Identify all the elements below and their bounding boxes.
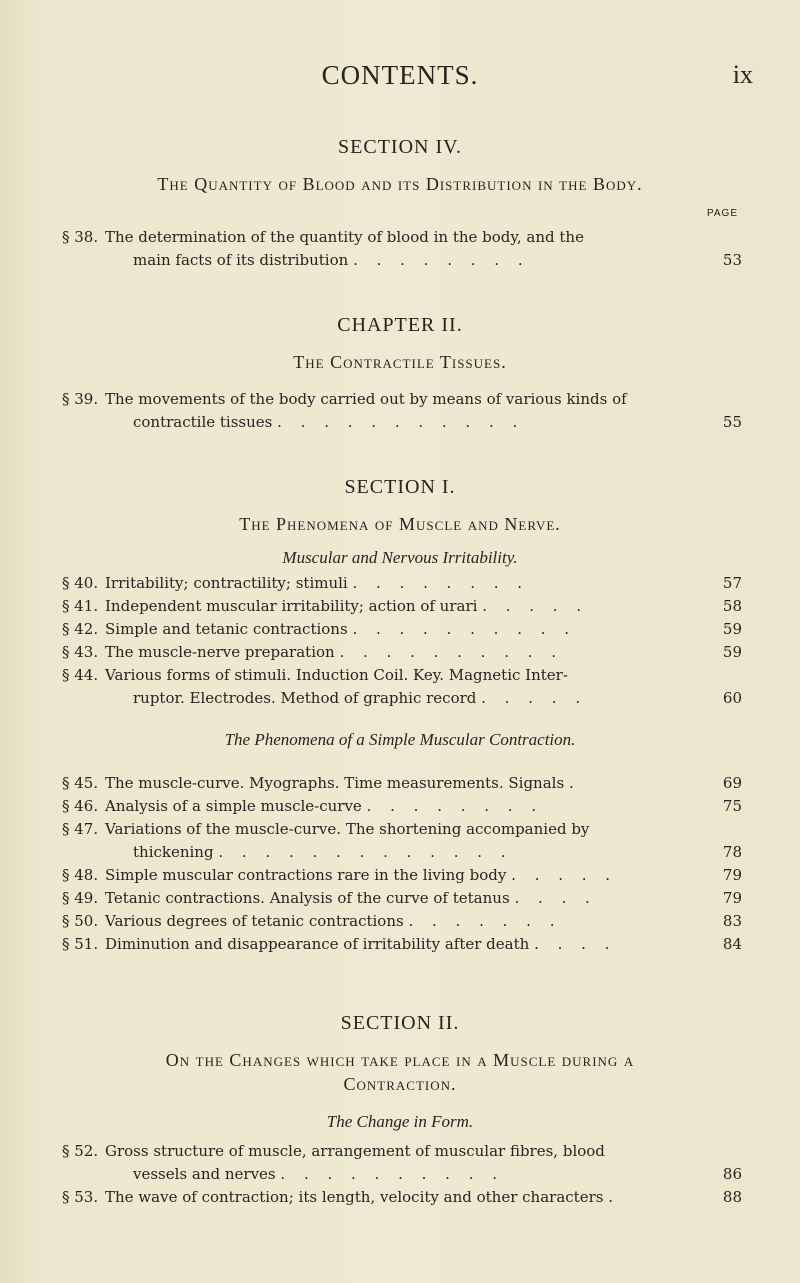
leader-dots: . . . . . [482, 597, 589, 615]
leader-dots: . . . . . . . . . . [352, 620, 577, 638]
entry-text: Various degrees of tetanic contractions [105, 912, 404, 930]
entry-number: § 38. [62, 228, 99, 246]
entry-page: 86 [722, 1164, 742, 1183]
leader-dots: . . . . . [481, 688, 588, 707]
leader-dots: . . . . . . . . . . [280, 1164, 504, 1183]
section-i-heading-block [0, 476, 800, 570]
entry-number: § 43. [62, 643, 99, 661]
leader-dots: . . . . . [511, 866, 618, 884]
section-heading: SECTION II. [340, 1012, 460, 1034]
entry-page: 84 [722, 935, 742, 953]
entry-page: 57 [722, 574, 742, 592]
entry-page: 88 [722, 1188, 742, 1206]
entry-page: 59 [722, 620, 742, 638]
section-iv-heading-block [0, 136, 800, 196]
chapter-subtitle: The Contractile Tissues. [293, 352, 507, 372]
entry-text: The wave of contraction; its length, velocity and other characters [105, 1188, 604, 1206]
entry-number: § 44. [62, 666, 99, 684]
entry-text: Gross structure of muscle, arrangement of muscular fibres, blood [105, 1142, 605, 1160]
entry-text: Various forms of stimuli. Induction Coil. Key. Magnetic Inter- [105, 666, 568, 684]
subsection-title: The Phenomena of a Simple Muscular Contraction. [224, 730, 576, 749]
leader-dots: . . . . [514, 889, 597, 907]
entry-number: § 40. [62, 574, 99, 592]
entry-text: Diminution and disappearance of irritability after death [105, 935, 530, 953]
entry-text: The movements of the body carried out by means of various kinds of [105, 390, 627, 408]
entry-text-cont: thickening [133, 842, 214, 861]
running-header [0, 60, 800, 100]
entry-number: § 49. [62, 889, 99, 907]
leader-dots: . [608, 1188, 620, 1206]
entry-page: 53 [722, 250, 742, 269]
section-subtitle-cont: Contraction. [343, 1074, 457, 1094]
entry-number: § 53. [62, 1188, 99, 1206]
leader-dots: . [568, 774, 581, 792]
page-column-heading: PAGE [706, 208, 738, 219]
chapter-ii-heading-block [0, 314, 800, 374]
entry-page: 59 [722, 643, 742, 661]
entry-number: § 48. [62, 866, 99, 884]
subsection-title: Muscular and Nervous Irritability. [282, 548, 518, 567]
leader-dots: . . . . . . . . . . [339, 643, 564, 661]
entry-text: Variations of the muscle-curve. The shortening accompanied by [105, 820, 590, 838]
entry-text-cont: vessels and nerves [133, 1164, 276, 1183]
entry-page: 55 [722, 412, 742, 431]
section-ii-heading-block [0, 1012, 800, 1134]
entry-number: § 51. [62, 935, 99, 953]
entry-number: § 41. [62, 597, 99, 615]
entry-page: 79 [722, 889, 742, 907]
entry-text-cont: ruptor. Electrodes. Method of graphic record [133, 688, 477, 707]
entry-number: § 46. [62, 797, 99, 815]
leader-dots: . . . . . . . . [353, 250, 530, 269]
leader-dots: . . . . . . . . [366, 797, 544, 815]
entry-number: § 50. [62, 912, 99, 930]
entry-page: 60 [722, 688, 742, 707]
entry-text-cont: main facts of its distribution [133, 250, 349, 269]
entry-text: Simple muscular contractions rare in the living body [105, 866, 507, 884]
entry-text: Simple and tetanic contractions [105, 620, 348, 638]
subsection-title: The Change in Form. [326, 1112, 474, 1131]
entry-page: 79 [722, 866, 742, 884]
header-page-number: ix [732, 60, 753, 89]
entry-number: § 45. [62, 774, 99, 792]
entry-number: § 42. [62, 620, 99, 638]
section-subtitle: On the Changes which take place in a Muscle during a [165, 1050, 635, 1070]
entry-text: The muscle-curve. Myographs. Time measurements. Signals [105, 774, 565, 792]
subsection-heading-block [0, 728, 800, 752]
chapter-heading: CHAPTER II. [337, 314, 463, 336]
entry-page: 83 [722, 912, 742, 930]
entry-page: 69 [722, 774, 742, 792]
entry-page: 78 [722, 842, 742, 861]
leader-dots: . . . . . . . . [352, 574, 530, 592]
header-title: CONTENTS. [321, 60, 479, 90]
entry-text: The muscle-nerve preparation [105, 643, 335, 661]
section-heading: SECTION IV. [338, 136, 462, 158]
entry-number: § 52. [62, 1142, 99, 1160]
entry-text: Analysis of a simple muscle-curve [105, 797, 362, 815]
leader-dots: . . . . . . . . . . . . . [218, 842, 513, 861]
section-subtitle: The Quantity of Blood and its Distribution in the Body. [157, 174, 643, 194]
entry-text: Irritability; contractility; stimuli [105, 574, 348, 592]
section-subtitle: The Phenomena of Muscle and Nerve. [239, 514, 561, 534]
leader-dots: . . . . [534, 935, 617, 953]
entry-number: § 39. [62, 390, 99, 408]
entry-page: 75 [722, 797, 742, 815]
leader-dots: . . . . . . . [408, 912, 562, 930]
entry-text-cont: contractile tissues [133, 412, 273, 431]
section-heading: SECTION I. [344, 476, 456, 498]
entry-text: Tetanic contractions. Analysis of the curve of tetanus [105, 889, 510, 907]
entry-text: Independent muscular irritability; action of urari [105, 597, 478, 615]
leader-dots: . . . . . . . . . . . [277, 412, 525, 431]
entry-text: The determination of the quantity of blood in the body, and the [105, 228, 584, 246]
entry-number: § 47. [62, 820, 99, 838]
entry-page: 58 [722, 597, 742, 615]
